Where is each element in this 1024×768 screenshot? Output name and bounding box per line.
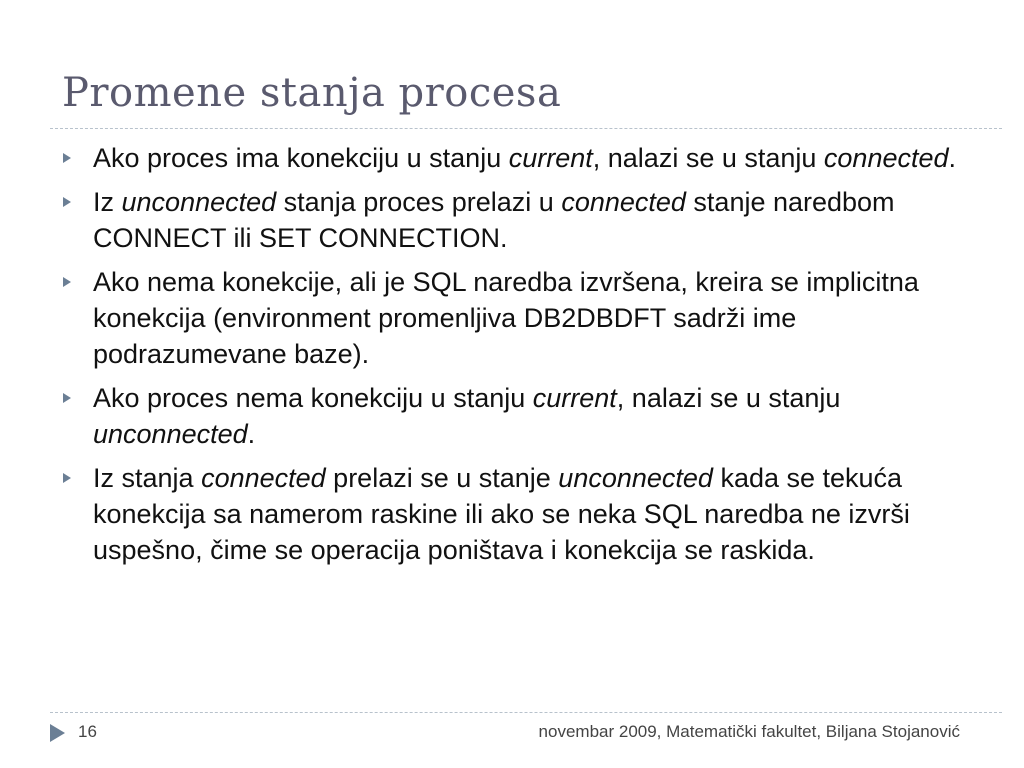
triangle-right-icon [63, 197, 71, 207]
triangle-right-icon [50, 724, 65, 742]
bullet-text-italic: unconnected [121, 187, 277, 217]
bullet-text: prelazi se u stanje [325, 463, 559, 493]
triangle-right-icon [63, 153, 71, 163]
footer-divider [50, 712, 1002, 713]
bullet-item [60, 380, 960, 452]
bullet-text: Ako nema konekcije, ali je SQL naredba izvršena, kreira se implicitna konekcija (environment promenljiva DB2DBDFT sadrži ime podrazumevane baze). [93, 267, 919, 369]
triangle-right-icon [63, 393, 71, 403]
bullet-text: Ako proces nema konekciju u stanju [93, 383, 533, 413]
bullet-item [60, 140, 960, 176]
bullet-text-italic: connected [823, 143, 949, 173]
bullet-list [60, 140, 960, 576]
page-number: 16 [78, 722, 97, 741]
bullet-text: . [247, 419, 256, 449]
bullet-text: stanja proces prelazi u [276, 187, 562, 217]
bullet-item [60, 184, 960, 256]
bullet-text: Iz stanja [93, 463, 202, 493]
title-divider [50, 128, 1002, 129]
bullet-text: stanje naredbom CONNECT ili SET CONNECTION. [93, 187, 895, 253]
bullet-text-italic: connected [201, 463, 326, 493]
bullet-text: , nalazi se u stanju [616, 383, 841, 413]
bullet-text-italic: unconnected [93, 419, 248, 449]
slide-title: Promene stanja procesa [62, 70, 562, 116]
bullet-text-italic: connected [561, 187, 686, 217]
bullet-text: kada se tekuća konekcija sa namerom raskine ili ako se neka SQL naredba ne izvrši uspešno, čime se operacija poništava i konekcija se raskida. [93, 463, 910, 565]
bullet-text: Iz [93, 187, 122, 217]
bullet-text: Ako proces ima konekciju u stanju [93, 143, 509, 173]
footer-text: novembar 2009, Matematički fakultet, Biljana Stojanović [538, 722, 960, 741]
triangle-right-icon [63, 277, 71, 287]
bullet-text-italic: unconnected [558, 463, 713, 493]
triangle-right-icon [63, 473, 71, 483]
bullet-text-italic: current [508, 143, 593, 173]
bullet-text: , nalazi se u stanju [592, 143, 824, 173]
bullet-text-italic: current [532, 383, 617, 413]
bullet-item [60, 264, 960, 372]
bullet-item [60, 460, 960, 568]
bullet-text: . [948, 143, 957, 173]
